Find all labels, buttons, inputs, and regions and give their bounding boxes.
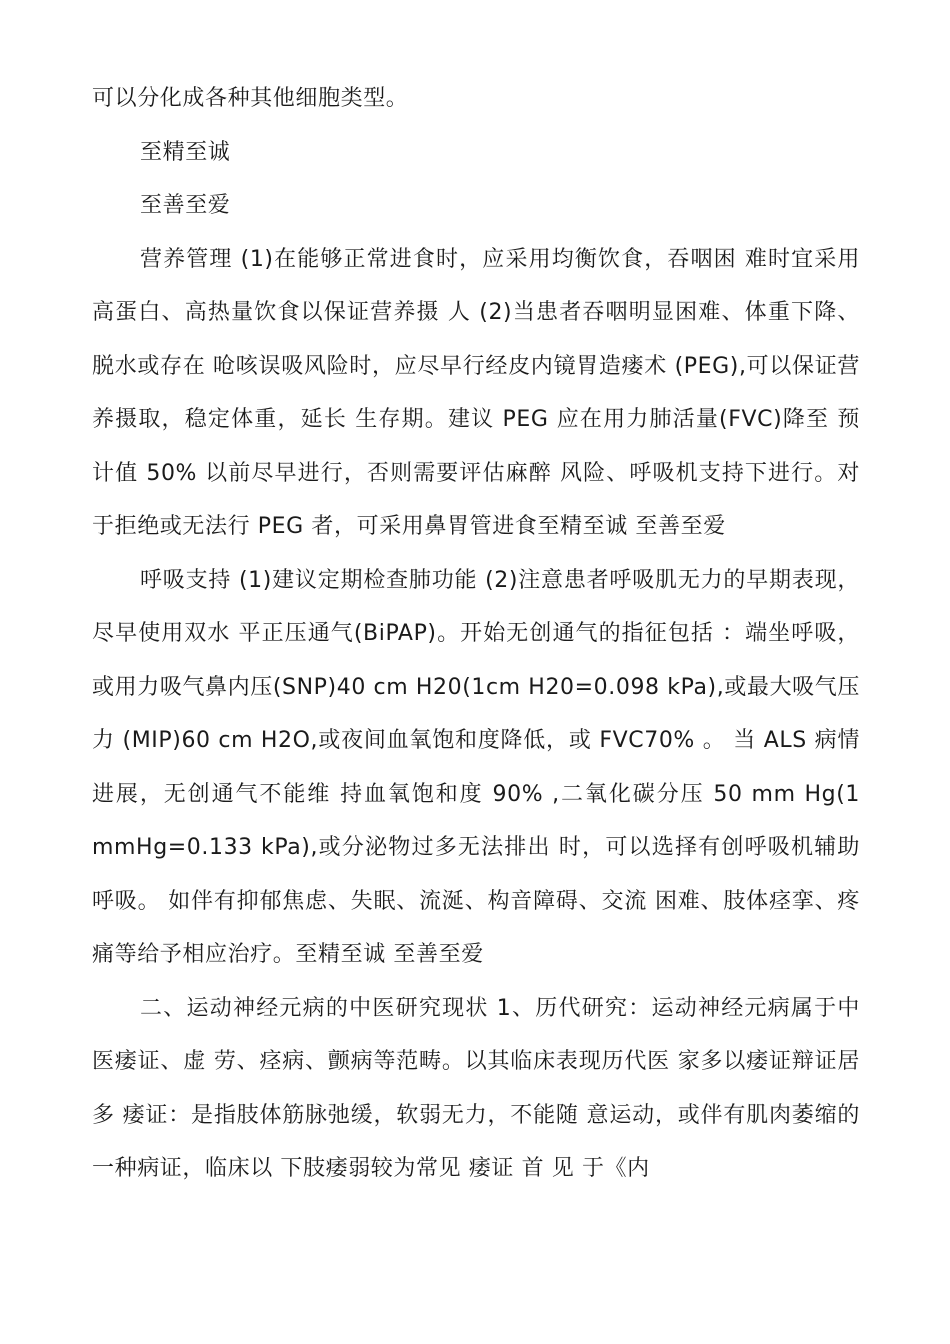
paragraph-nutrition-management: 营养管理 (1)在能够正常进食时，应采用均衡饮食，吞咽困 难时宜采用高蛋白、高热量饮食以保证营养摄 人 (2)当患者吞咽明显困难、体重下降、脱水或存在 呛咳误吸风险时，应尽早行经皮内镜胃造瘘术 (PEG),可以保证营养摄取，稳定体重，延长 生存期。建议 PEG 应在用力肺活量(FVC)降至 预计值 50% 以前尽早进行，否则需要评估麻醉 风险、呼吸机支持下进行。对于拒绝或无法行 PEG 者，可采用鼻胃管进食至精至诚 至善至爱 <box>92 246 860 539</box>
paragraph-respiratory-support: 呼吸支持 (1)建议定期检查肺功能 (2)注意患者呼吸肌无力的早期表现，尽早使用双水 平正压通气(BiPAP)。开始无创通气的指征包括 ：端坐呼吸，或用力吸气鼻内压(SNP)40 cm H20(1cm H20=0.098 kPa),或最大吸气压力 (MIP)60 cm H2O,或夜间血氧饱和度降低，或 FVC70% 。 当 ALS 病情进展，无创通气不能维 持血氧饱和度 90% ,二氧化碳分压 50 mm Hg(1 mmHg=0.133 kPa),或分泌物过多无法排出 时，可以选择有创呼吸机辅助呼吸。 如伴有抑郁焦虑、失眠、流涎、构音障碍、交流 困难、肢体痉挛、疼痛等给予相应治疗。至精至诚 至善至爱 <box>92 567 860 967</box>
paragraph-tcm-research: 二、运动神经元病的中医研究现状 1、历代研究：运动神经元病属于中医痿证、虚 劳、痉病、颤病等范畴。以其临床表现历代医 家多以痿证辩证居多 痿证：是指肢体筋脉弛缓，软弱无力，不能随 意运动，或伴有肌肉萎缩的一种病证，临床以 下肢痿弱较为常见 痿证 首 见 于《内 <box>92 995 860 1181</box>
paragraph-cell-differentiation: 可以分化成各种其他细胞类型。 <box>92 86 409 111</box>
paragraph-motto-1: 至精至诚 <box>140 139 231 165</box>
paragraph-motto-2: 至善至爱 <box>140 193 231 218</box>
document-body <box>92 72 860 1196</box>
